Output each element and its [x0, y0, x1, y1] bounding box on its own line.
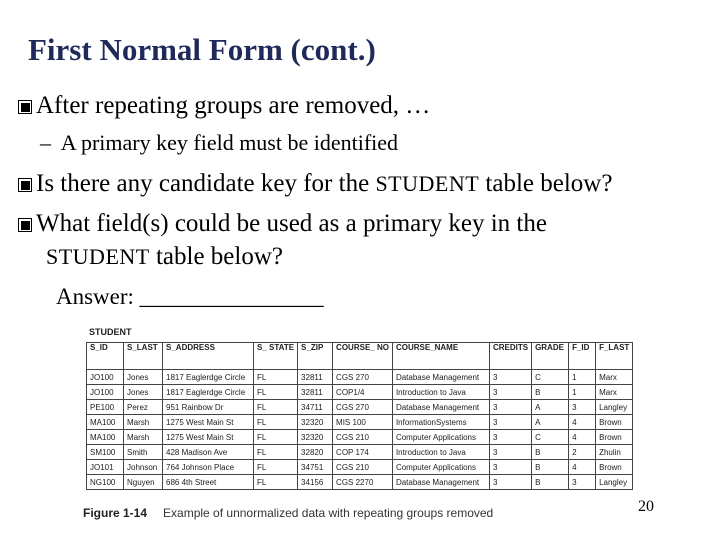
table-row — [87, 460, 633, 475]
table-cell: Marsh — [124, 430, 163, 445]
table-cell: Perez — [124, 400, 163, 415]
slide-title: First Normal Form (cont.) — [28, 32, 376, 67]
table-cell: 686 4th Street — [163, 475, 254, 490]
table-cell: B — [532, 475, 569, 490]
table-cell: Zhulin — [596, 445, 633, 460]
table-cell: 1275 West Main St — [163, 415, 254, 430]
table-cell: MA100 — [87, 430, 124, 445]
table-cell: COP1/4 — [333, 385, 393, 400]
table-cell: Brown — [596, 415, 633, 430]
table-cell: Database Management — [392, 370, 489, 385]
table-cell: Database Management — [392, 400, 489, 415]
table-cell: CGS 2270 — [333, 475, 393, 490]
table-cell: 3 — [489, 400, 531, 415]
table-cell: MA100 — [87, 415, 124, 430]
table-cell: Brown — [596, 460, 633, 475]
table-cell: Marx — [596, 370, 633, 385]
table-cell: 1 — [569, 370, 596, 385]
table-cell: CGS 210 — [333, 460, 393, 475]
table-cell: InformationSystems — [392, 415, 489, 430]
table-cell: Marx — [596, 385, 633, 400]
header-cell: GRADE — [532, 343, 569, 370]
table-cell: FL — [254, 460, 298, 475]
table-cell: 1275 West Main St — [163, 430, 254, 445]
table-cell: 3 — [569, 475, 596, 490]
page-number: 20 — [638, 498, 654, 515]
table-cell: CGS 270 — [333, 400, 393, 415]
table-cell: 32820 — [298, 445, 333, 460]
table-cell: Langley — [596, 475, 633, 490]
header-cell: COURSE_NAME — [392, 343, 489, 370]
table-caption: STUDENT — [89, 327, 132, 337]
table-cell: C — [532, 370, 569, 385]
table-cell: FL — [254, 475, 298, 490]
table-cell: FL — [254, 415, 298, 430]
bullet-2-text: Is there any candidate key for the — [36, 170, 370, 197]
table-cell: 2 — [569, 445, 596, 460]
table-cell: 3 — [489, 475, 531, 490]
table-cell: 32811 — [298, 385, 333, 400]
figure-label: Figure 1-14 — [83, 506, 148, 520]
table-cell: MIS 100 — [333, 415, 393, 430]
table-row — [87, 445, 633, 460]
square-bullet-icon — [18, 100, 32, 114]
table-cell: Computer Applications — [392, 460, 489, 475]
table-cell: Database Management — [392, 475, 489, 490]
sub-bullet-text: A primary key field must be identified — [60, 130, 399, 155]
table-cell: 3 — [489, 385, 531, 400]
table-cell: SM100 — [87, 445, 124, 460]
header-cell: S_ID — [87, 343, 124, 370]
table-cell: 32320 — [298, 415, 333, 430]
header-cell: F_ID — [569, 343, 596, 370]
table-cell: JO101 — [87, 460, 124, 475]
table-cell: A — [532, 400, 569, 415]
table-cell: Langley — [596, 400, 633, 415]
table-cell: Nguyen — [124, 475, 163, 490]
table-cell: FL — [254, 385, 298, 400]
header-cell: S_ZIP — [298, 343, 333, 370]
figure-caption — [83, 506, 493, 520]
bullet-2-tail: table below? — [485, 170, 613, 197]
table-cell: 3 — [489, 415, 531, 430]
table-cell: FL — [254, 370, 298, 385]
table-cell: NG100 — [87, 475, 124, 490]
sub-bullet — [40, 130, 398, 156]
table-cell: 3 — [489, 445, 531, 460]
table-cell: 32811 — [298, 370, 333, 385]
answer-line: Answer: ________________ — [56, 284, 324, 309]
table-cell: 1817 Eaglerdge Circle — [163, 370, 254, 385]
table-cell: FL — [254, 400, 298, 415]
table-cell: FL — [254, 445, 298, 460]
header-cell: CREDITS — [489, 343, 531, 370]
table-cell: 4 — [569, 430, 596, 445]
bullet-3-text: What field(s) could be used as a primary key in the — [36, 210, 547, 237]
student-table-name: STUDENT — [375, 171, 480, 196]
table-cell: 34711 — [298, 400, 333, 415]
table-cell: 34751 — [298, 460, 333, 475]
table-row — [87, 370, 633, 385]
table-cell: Smith — [124, 445, 163, 460]
table-cell: Jones — [124, 385, 163, 400]
table-cell: 951 Rainbow Dr — [163, 400, 254, 415]
square-bullet-icon — [18, 218, 32, 232]
header-cell: S_ADDRESS — [163, 343, 254, 370]
table-cell: COP 174 — [333, 445, 393, 460]
student-table — [86, 342, 633, 490]
table-cell: B — [532, 385, 569, 400]
table-row — [87, 475, 633, 490]
table-row — [87, 385, 633, 400]
header-cell: S_ STATE — [254, 343, 298, 370]
table-cell: CGS 210 — [333, 430, 393, 445]
table-cell: 34156 — [298, 475, 333, 490]
bullet-1-text: After repeating groups are removed, … — [36, 92, 431, 119]
table-cell: Jones — [124, 370, 163, 385]
table-cell: 4 — [569, 460, 596, 475]
table-row — [87, 400, 633, 415]
table-cell: 3 — [489, 370, 531, 385]
table-cell: 1817 Eaglerdge Circle — [163, 385, 254, 400]
table-cell: 4 — [569, 415, 596, 430]
table-cell: B — [532, 460, 569, 475]
table-cell: 1 — [569, 385, 596, 400]
table-cell: FL — [254, 430, 298, 445]
bullet-3-tail: table below? — [155, 243, 283, 270]
table-cell: Marsh — [124, 415, 163, 430]
bullet-3-line-2 — [46, 243, 283, 271]
table-row — [87, 415, 633, 430]
table-cell: 3 — [489, 460, 531, 475]
table-cell: CGS 270 — [333, 370, 393, 385]
table-cell: 764 Johnson Place — [163, 460, 254, 475]
header-cell: F_LAST — [596, 343, 633, 370]
figure-text: Example of unnormalized data with repeating groups removed — [163, 506, 494, 520]
header-cell: COURSE_ NO — [333, 343, 393, 370]
table-cell: 428 Madison Ave — [163, 445, 254, 460]
table-cell: 32320 — [298, 430, 333, 445]
table-cell: 3 — [489, 430, 531, 445]
table-cell: B — [532, 445, 569, 460]
table-cell: C — [532, 430, 569, 445]
bullet-2 — [18, 170, 612, 198]
bullet-3 — [18, 210, 547, 238]
table-row — [87, 430, 633, 445]
table-cell: Brown — [596, 430, 633, 445]
student-table-name: STUDENT — [46, 244, 150, 269]
table-cell: PE100 — [87, 400, 124, 415]
table-cell: JO100 — [87, 370, 124, 385]
header-cell: S_LAST — [124, 343, 163, 370]
table-cell: JO100 — [87, 385, 124, 400]
table-cell: Johnson — [124, 460, 163, 475]
header-row — [87, 343, 633, 370]
table-cell: A — [532, 415, 569, 430]
square-bullet-icon — [18, 178, 32, 192]
table-cell: 3 — [569, 400, 596, 415]
table-cell: Introduction to Java — [392, 445, 489, 460]
table-cell: Computer Applications — [392, 430, 489, 445]
bullet-1 — [18, 92, 430, 120]
table-cell: Introduction to Java — [392, 385, 489, 400]
dash-marker: – — [40, 130, 51, 155]
